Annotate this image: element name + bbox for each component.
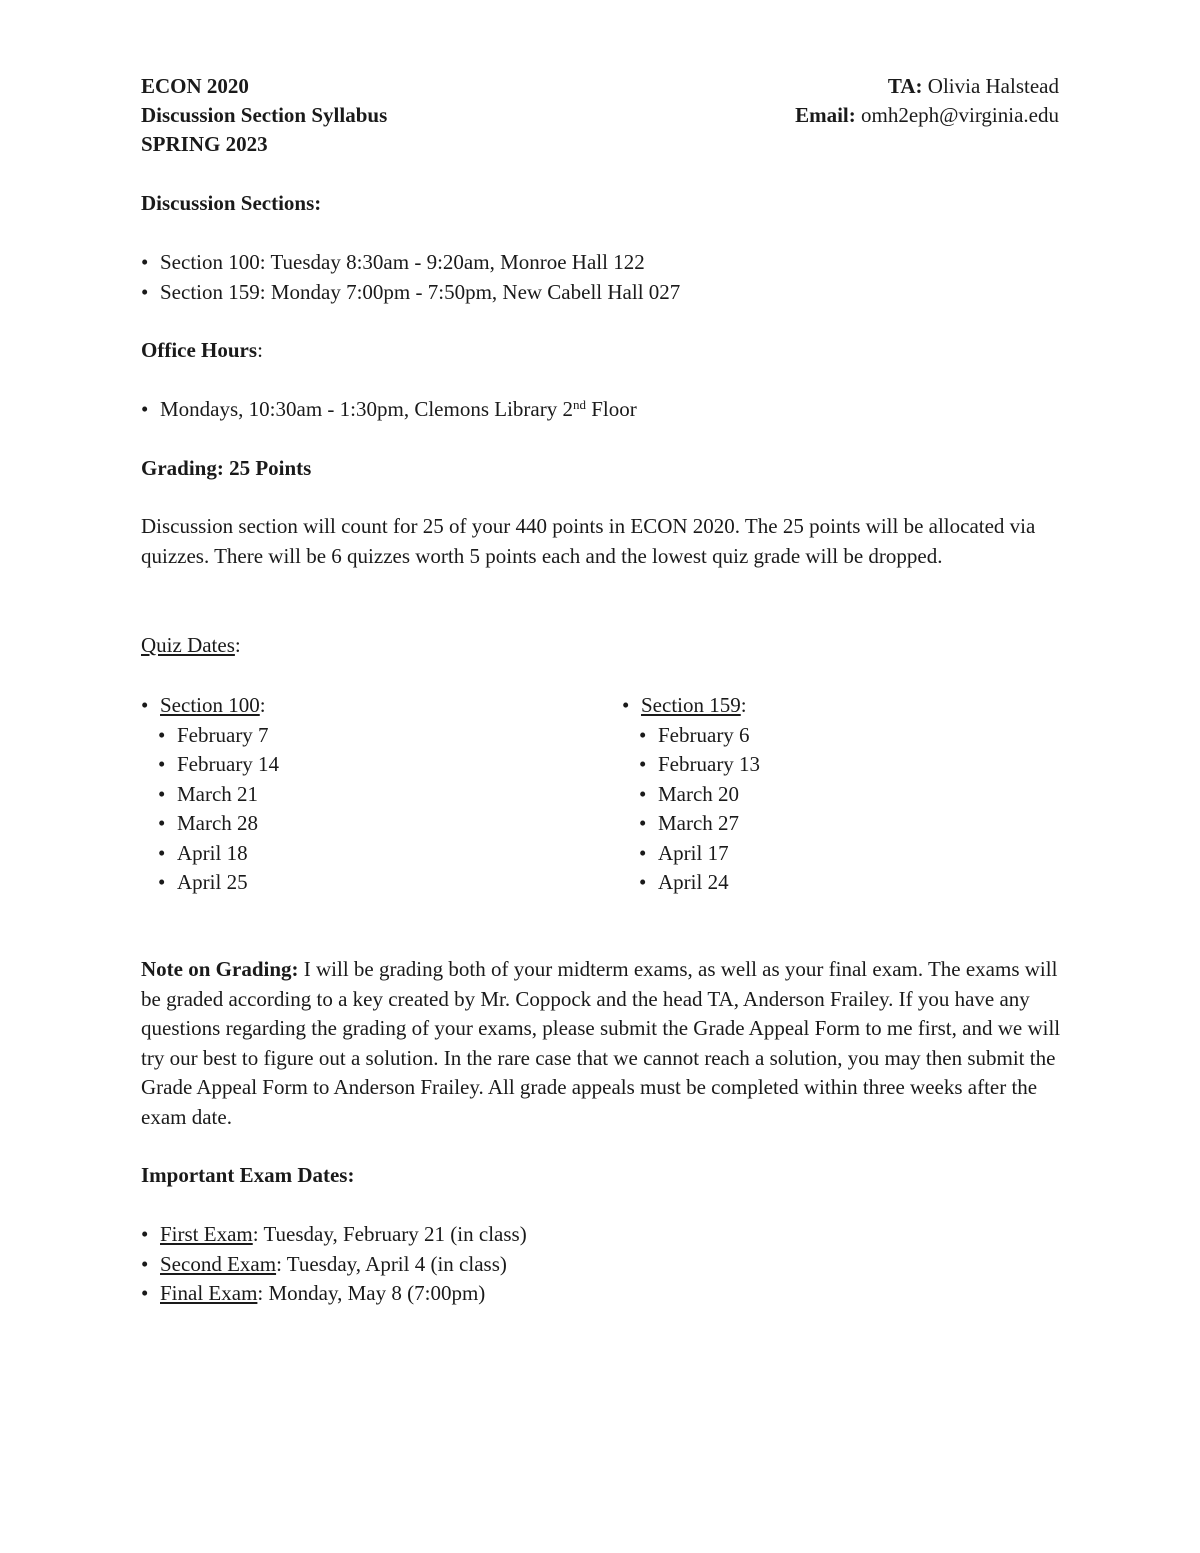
office-hours-heading: Office Hours: [141,338,263,362]
list-item: • March 20 [639,780,739,809]
bullet-icon: • [141,693,149,717]
list-item: • Mondays, 10:30am - 1:30pm, Clemons Library 2nd Floor [141,395,637,424]
quiz-section-100: • Section 100: [141,691,266,720]
list-item: • February 13 [639,750,760,779]
list-item: • April 24 [639,868,729,897]
bullet-icon: • [639,782,647,806]
ta-label: TA: [887,74,923,98]
bullet-icon: • [158,870,166,894]
term-label: SPRING 2023 [141,132,268,156]
list-item: • Section 100: Tuesday 8:30am - 9:20am, Monroe Hall 122 [141,248,645,277]
email-line [795,101,1059,130]
list-item: • April 25 [158,868,248,897]
email-label: Email: [795,103,856,127]
bullet-icon: • [158,782,166,806]
bullet-icon: • [639,841,647,865]
note-paragraph: Note on Grading: I will be grading both of your midterm exams, as well as your final exam. The exams will be graded according to a key created by Mr. Coppock and the head TA, Anderson Frailey. If you have any questions regarding the grading of your exams, please submit the Grade Appeal Form to me first, and we will try our best to figure out a solution. In the rare case that we cannot reach a solution, you may then submit the Grade Appeal Form to Anderson Frailey. All grade appeals must be completed within three weeks after the exam date. [141,957,1061,1129]
discussion-heading: Discussion Sections: [141,191,322,215]
list-item: • April 17 [639,839,729,868]
bullet-icon: • [158,752,166,776]
bullet-icon: • [639,723,647,747]
bullet-icon: • [158,841,166,865]
list-item: • Second Exam: Tuesday, April 4 (in class) [141,1250,507,1279]
bullet-icon: • [141,397,149,421]
document-subtitle: Discussion Section Syllabus [141,103,388,127]
list-item: • Section 159: Monday 7:00pm - 7:50pm, New Cabell Hall 027 [141,278,680,307]
list-item: • February 6 [639,721,750,750]
bullet-icon: • [158,811,166,835]
ta-name: Olivia Halstead [927,74,1059,98]
bullet-icon: • [141,280,149,304]
list-item: • March 27 [639,809,739,838]
bullet-icon: • [141,250,149,274]
bullet-icon: • [639,811,647,835]
grading-heading: Grading: 25 Points [141,456,312,480]
list-item: • March 28 [158,809,258,838]
ta-line [888,72,1059,101]
bullet-icon: • [622,693,630,717]
course-title: ECON 2020 [141,74,249,98]
bullet-icon: • [158,723,166,747]
bullet-icon: • [141,1222,149,1246]
bullet-icon: • [141,1281,149,1305]
bullet-icon: • [141,1252,149,1276]
quiz-dates-label: Quiz Dates: [141,633,241,657]
email-address: omh2eph@virginia.edu [860,103,1059,127]
list-item: • February 7 [158,721,269,750]
list-item: • First Exam: Tuesday, February 21 (in class) [141,1220,527,1249]
bullet-icon: • [639,870,647,894]
list-item: • April 18 [158,839,248,868]
bullet-icon: • [639,752,647,776]
list-item: • February 14 [158,750,279,779]
list-item: • Final Exam: Monday, May 8 (7:00pm) [141,1279,485,1308]
grading-paragraph: Discussion section will count for 25 of your 440 points in ECON 2020. The 25 points will be allocated via quizzes. There will be 6 quizzes worth 5 points each and the lowest quiz grade will be dropped. [141,514,1036,568]
quiz-section-159: • Section 159: [622,691,747,720]
note-label: Note on Grading: [141,957,299,981]
exam-dates-heading: Important Exam Dates: [141,1163,355,1187]
list-item: • March 21 [158,780,258,809]
